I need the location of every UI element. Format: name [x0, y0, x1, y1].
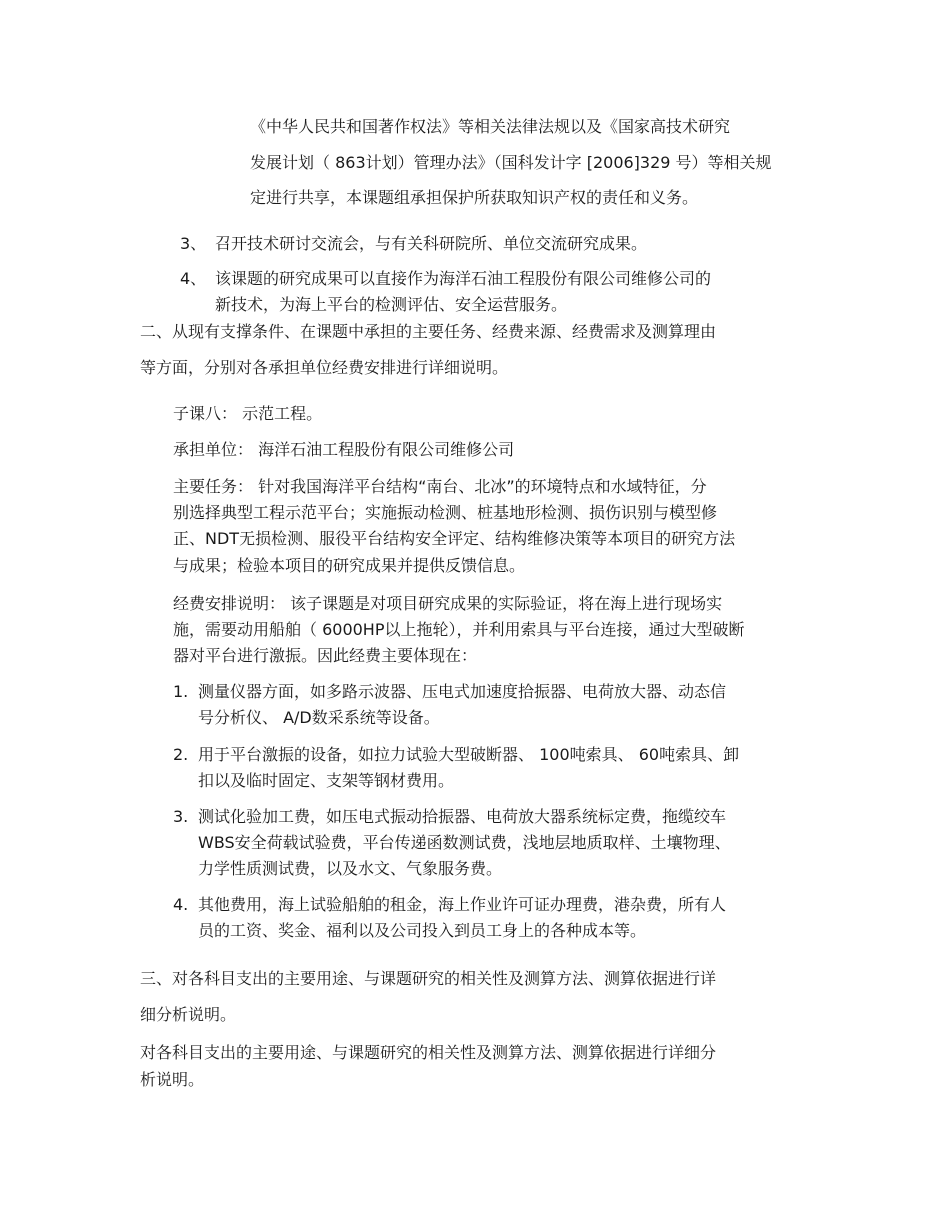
subtask-label: 子课八： 示范工程。 — [173, 404, 323, 423]
section-heading: 二、从现有支撑条件、在课题中承担的主要任务、经费来源、经费需求及测算理由 — [140, 322, 717, 341]
paragraph-line: 主要任务： 针对我国海洋平台结构“南台、北冰”的环境特点和水域特征，分 — [173, 477, 707, 496]
section-heading: 细分析说明。 — [140, 1005, 237, 1024]
paragraph-line: 发展计划（ 863计划）管理办法》（国科发计字 [2006]329 号）等相关规 — [250, 153, 772, 172]
paragraph-line: 析说明。 — [140, 1070, 205, 1089]
paragraph-line: 别选择典型工程示范平台；实施振动检测、桩基地形检测、损伤识别与模型修 — [173, 503, 718, 522]
list-number: 3、 — [180, 234, 207, 253]
list-item: 测量仪器方面，如多路示波器、压电式加速度拾振器、电荷放大器、动态信 — [198, 682, 727, 701]
paragraph-line: 经费安排说明： 该子课题是对项目研究成果的实际验证，将在海上进行现场实 — [173, 594, 723, 613]
list-item: WBS安全荷载试验费，平台传递函数测试费，浅地层地质取样、土壤物理、 — [198, 833, 731, 852]
list-item: 员的工资、奖金、福利以及公司投入到员工身上的各种成本等。 — [198, 921, 647, 940]
list-number: 2. — [173, 745, 189, 764]
list-number: 3. — [173, 807, 189, 826]
paragraph-line: 正、NDT无损检测、服役平台结构安全评定、结构维修决策等本项目的研究方法 — [173, 529, 736, 548]
list-item: 测试化验加工费，如压电式振动拾振器、电荷放大器系统标定费，拖缆绞车 — [198, 807, 727, 826]
paragraph-line: 《中华人民共和国著作权法》等相关法律法规以及《国家高技术研究 — [250, 117, 731, 136]
list-item: 召开技术研讨交流会，与有关科研院所、单位交流研究成果。 — [215, 234, 648, 253]
list-number: 4. — [173, 895, 189, 914]
list-item: 扣以及临时固定、支架等钢材费用。 — [198, 771, 455, 790]
paragraph-line: 对各科目支出的主要用途、与课题研究的相关性及测算方法、测算依据进行详细分 — [140, 1043, 717, 1062]
section-heading: 三、对各科目支出的主要用途、与课题研究的相关性及测算方法、测算依据进行详 — [140, 969, 717, 988]
list-number: 4、 — [180, 269, 207, 288]
list-item: 新技术，为海上平台的检测评估、安全运营服务。 — [215, 295, 568, 314]
section-heading: 等方面，分别对各承担单位经费安排进行详细说明。 — [140, 358, 509, 377]
paragraph-line: 与成果；检验本项目的研究成果并提供反馈信息。 — [173, 556, 526, 575]
list-item: 号分析仪、 A/D数采系统等设备。 — [198, 708, 440, 727]
paragraph-line: 施，需要动用船舶（ 6000HP以上拖轮），并利用索具与平台连接，通过大型破断 — [173, 620, 745, 639]
paragraph-line: 定进行共享，本课题组承担保护所获取知识产权的责任和义务。 — [250, 188, 699, 207]
unit-label: 承担单位： 海洋石油工程股份有限公司维修公司 — [173, 440, 515, 459]
list-item: 其他费用，海上试验船舶的租金，海上作业许可证办理费，港杂费，所有人 — [198, 895, 727, 914]
list-item: 该课题的研究成果可以直接作为海洋石油工程股份有限公司维修公司的 — [215, 269, 712, 288]
paragraph-line: 器对平台进行激振。因此经费主要体现在： — [173, 646, 478, 665]
list-item: 力学性质测试费，以及水文、气象服务费。 — [198, 859, 503, 878]
list-item: 用于平台激振的设备，如拉力试验大型破断器、 100吨索具、 60吨索具、卸 — [198, 745, 740, 764]
list-number: 1. — [173, 682, 189, 701]
